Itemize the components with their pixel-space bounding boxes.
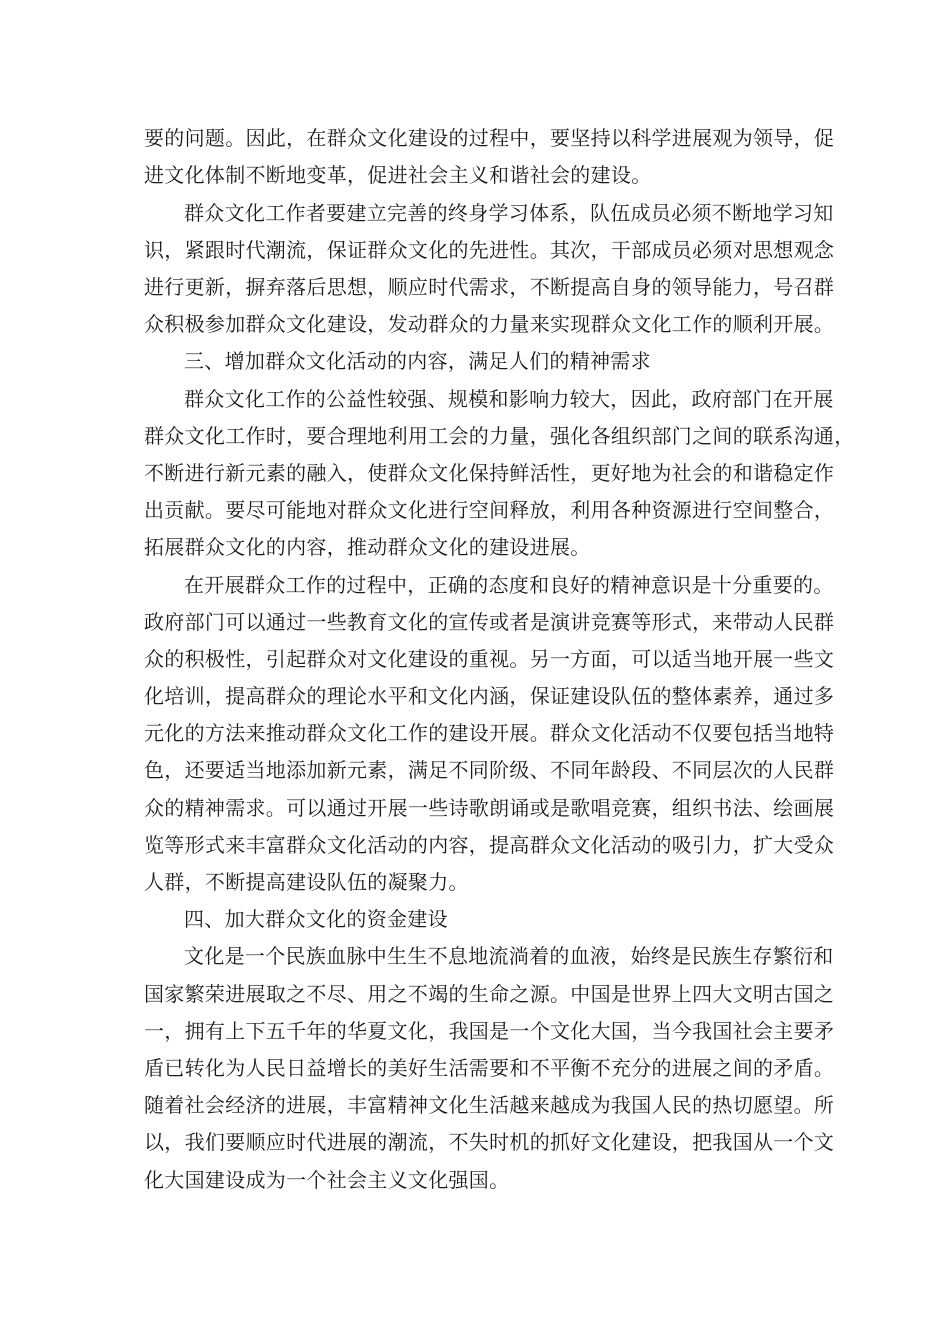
text-line: 一，拥有上下五千年的华夏文化，我国是一个文化大国，当今我国社会主要矛: [144, 1019, 835, 1043]
text-line: 览等形式来丰富群众文化活动的内容，提高群众文化活动的吸引力，扩大受众: [144, 833, 835, 857]
text-line: 化培训，提高群众的理论水平和文化内涵，保证建设队伍的整体素养，通过多: [144, 684, 835, 708]
text-line: 色，还要适当地添加新元素，满足不同阶级、不同年龄段、不同层次的人民群: [144, 758, 835, 782]
section-heading: 四、加大群众文化的资金建设: [184, 907, 448, 931]
text-line: 众积极参加群众文化建设，发动群众的力量来实现群众文化工作的顺利开展。: [144, 312, 835, 336]
text-line: 进文化体制不断地变革，促进社会主义和谐社会的建设。: [144, 163, 652, 187]
text-line: 进行更新，摒弃落后思想，顺应时代需求，不断提高自身的领导能力，号召群: [144, 275, 835, 299]
text-line: 要的问题。因此，在群众文化建设的过程中，要坚持以科学进展观为领导，促: [144, 126, 835, 150]
text-line: 群众文化工作时，要合理地利用工会的力量，强化各组织部门之间的联系沟通，: [144, 424, 855, 448]
text-line: 国家繁荣进展取之不尽、用之不竭的生命之源。中国是世界上四大文明古国之: [144, 982, 835, 1006]
text-line: 化大国建设成为一个社会主义文化强国。: [144, 1168, 510, 1192]
text-line: 随着社会经济的进展，丰富精神文化生活越来越成为我国人民的热切愿望。所: [144, 1093, 835, 1117]
paragraph-first-line: 群众文化工作者要建立完善的终身学习体系，队伍成员必须不断地学习知: [184, 201, 834, 225]
text-line: 政府部门可以通过一些教育文化的宣传或者是演讲竞赛等形式，来带动人民群: [144, 610, 835, 634]
text-line: 识，紧跟时代潮流，保证群众文化的先进性。其次，干部成员必须对思想观念: [144, 238, 835, 262]
text-line: 不断进行新元素的融入，使群众文化保持鲜活性，更好地为社会的和谐稳定作: [144, 461, 835, 485]
paragraph-first-line: 文化是一个民族血脉中生生不息地流淌着的血液，始终是民族生存繁衍和: [184, 944, 834, 968]
text-line: 以，我们要顺应时代进展的潮流，不失时机的抓好文化建设，把我国从一个文: [144, 1130, 835, 1154]
paragraph-first-line: 在开展群众工作的过程中，正确的态度和良好的精神意识是十分重要的。: [184, 573, 834, 597]
text-line: 人群，不断提高建设队伍的凝聚力。: [144, 870, 469, 894]
text-line: 盾已转化为人民日益增长的美好生活需要和不平衡不充分的进展之间的矛盾。: [144, 1056, 835, 1080]
section-heading: 三、增加群众文化活动的内容，满足人们的精神需求: [184, 349, 651, 373]
text-line: 拓展群众文化的内容，推动群众文化的建设进展。: [144, 535, 591, 559]
text-line: 众的积极性，引起群众对文化建设的重视。另一方面，可以适当地开展一些文: [144, 647, 835, 671]
text-line: 元化的方法来推动群众文化工作的建设开展。群众文化活动不仅要包括当地特: [144, 721, 835, 745]
text-line: 众的精神需求。可以通过开展一些诗歌朗诵或是歌唱竞赛，组织书法、绘画展: [144, 796, 835, 820]
paragraph-first-line: 群众文化工作的公益性较强、规模和影响力较大，因此，政府部门在开展: [184, 387, 834, 411]
text-line: 出贡献。要尽可能地对群众文化进行空间释放，利用各种资源进行空间整合，: [144, 498, 835, 522]
